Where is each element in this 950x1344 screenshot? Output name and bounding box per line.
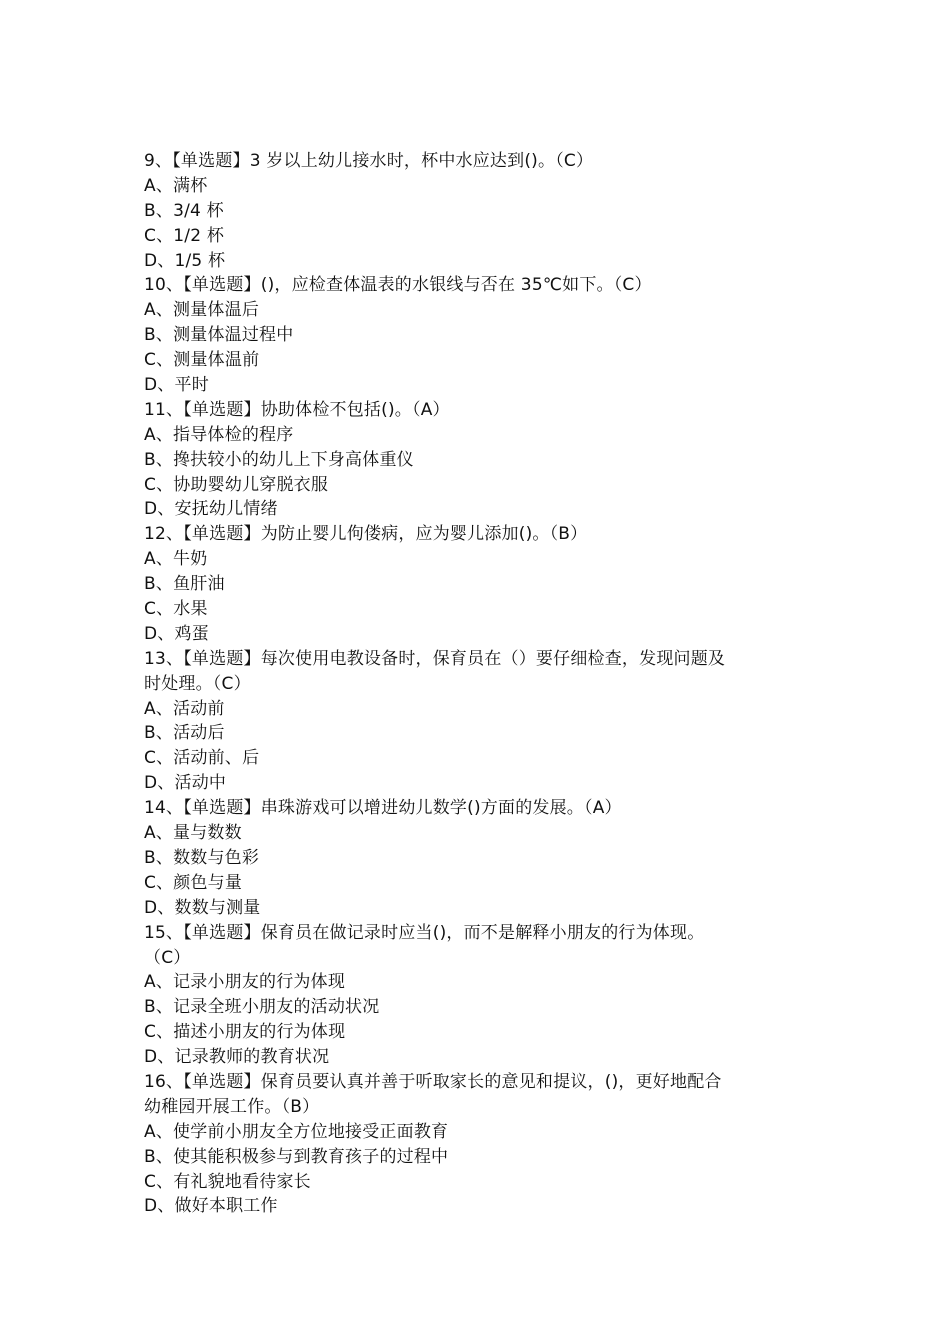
question-16 xyxy=(144,1070,814,1219)
option-c: C、水果 xyxy=(144,599,208,620)
option-b: B、3/4 杯 xyxy=(144,200,224,221)
question-stem: 16、【单选题】保育员要认真并善于听取家长的意见和提议，()，更好地配合 xyxy=(144,1071,722,1092)
option-c: C、1/2 杯 xyxy=(144,225,225,246)
option-a: A、牛奶 xyxy=(144,549,208,570)
option-c: C、描述小朋友的行为体现 xyxy=(144,1022,346,1043)
question-9 xyxy=(144,149,814,273)
question-11 xyxy=(144,398,814,522)
question-13 xyxy=(144,647,814,796)
option-a: A、量与数数 xyxy=(144,823,242,844)
option-a: A、测量体温后 xyxy=(144,300,260,321)
question-stem-continuation: 时处理。（C） xyxy=(144,673,251,694)
option-b: B、测量体温过程中 xyxy=(144,325,294,346)
option-d: D、数数与测量 xyxy=(144,897,261,918)
question-15 xyxy=(144,921,814,1070)
option-a: A、使学前小朋友全方位地接受正面教育 xyxy=(144,1121,449,1142)
option-b: B、鱼肝油 xyxy=(144,574,225,595)
question-stem: 12、【单选题】为防止婴儿佝偻病，应为婴儿添加()。（B） xyxy=(144,524,588,545)
option-b: B、使其能积极参与到教育孩子的过程中 xyxy=(144,1146,449,1167)
option-a: A、指导体检的程序 xyxy=(144,424,294,445)
option-a: A、活动前 xyxy=(144,698,225,719)
question-10 xyxy=(144,273,814,397)
question-stem-continuation: （C） xyxy=(144,947,191,968)
question-stem: 10、【单选题】()，应检查体温表的水银线与否在 35℃如下。（C） xyxy=(144,275,652,296)
option-a: A、满杯 xyxy=(144,175,208,196)
option-d: D、安抚幼儿情绪 xyxy=(144,499,278,520)
option-c: C、测量体温前 xyxy=(144,350,260,371)
option-c: C、活动前、后 xyxy=(144,748,260,769)
option-d: D、活动中 xyxy=(144,773,227,794)
option-b: B、数数与色彩 xyxy=(144,847,260,868)
option-d: D、1/5 杯 xyxy=(144,250,226,271)
option-a: A、记录小朋友的行为体现 xyxy=(144,972,346,993)
option-c: C、有礼貌地看待家长 xyxy=(144,1171,311,1192)
question-stem: 14、【单选题】串珠游戏可以增进幼儿数学()方面的发展。（A） xyxy=(144,798,622,819)
option-c: C、颜色与量 xyxy=(144,872,243,893)
question-14 xyxy=(144,796,814,920)
question-list xyxy=(144,149,814,1219)
option-d: D、平时 xyxy=(144,375,209,396)
option-c: C、协助婴幼儿穿脱衣服 xyxy=(144,474,329,495)
option-d: D、记录教师的教育状况 xyxy=(144,1047,330,1068)
question-stem: 13、【单选题】每次使用电教设备时，保育员在（）要仔细检查，发现问题及 xyxy=(144,648,726,669)
option-d: D、做好本职工作 xyxy=(144,1196,278,1217)
option-d: D、鸡蛋 xyxy=(144,623,209,644)
option-b: B、记录全班小朋友的活动状况 xyxy=(144,997,380,1018)
question-stem: 9、【单选题】3 岁以上幼儿接水时，杯中水应达到()。（C） xyxy=(144,151,594,171)
question-stem: 11、【单选题】协助体检不包括()。（A） xyxy=(144,399,450,420)
question-stem-continuation: 幼稚园开展工作。（B） xyxy=(144,1096,320,1117)
option-b: B、活动后 xyxy=(144,723,225,744)
question-stem: 15、【单选题】保育员在做记录时应当()，而不是解释小朋友的行为体现。 xyxy=(144,922,705,943)
option-b: B、搀扶较小的幼儿上下身高体重仪 xyxy=(144,449,414,470)
question-12 xyxy=(144,522,814,646)
